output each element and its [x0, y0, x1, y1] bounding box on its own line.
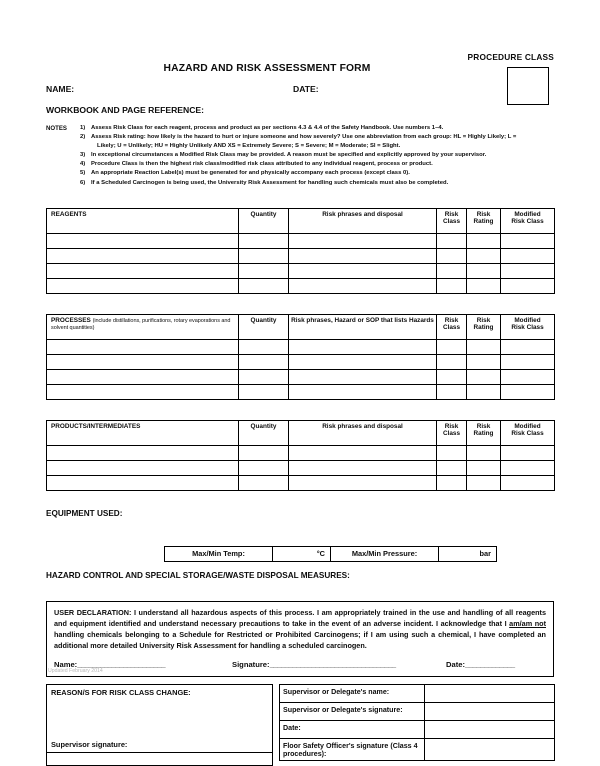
cell-modified-risk-class[interactable] — [501, 384, 555, 399]
col-header-processes-text: PROCESSES — [51, 316, 91, 324]
col-header-risk-class — [437, 314, 467, 339]
cell-risk-phrases[interactable] — [289, 233, 437, 248]
cell-risk-phrases[interactable] — [289, 248, 437, 263]
note-item — [80, 133, 554, 151]
col-header-risk-rating — [467, 208, 501, 233]
cell-risk-phrases[interactable] — [289, 475, 437, 490]
cell-risk-rating[interactable] — [467, 263, 501, 278]
col-header-risk-phrases: Risk phrases, Hazard or SOP that lists Hazards — [289, 314, 437, 339]
hazard-control-label: HAZARD CONTROL AND SPECIAL STORAGE/WASTE DISPOSAL MEASURES: — [46, 570, 350, 580]
col-header-reagents — [47, 208, 239, 233]
risk-class-line2: Class — [442, 217, 461, 225]
table-row — [47, 248, 555, 263]
floor-safety-officer-label: Floor Safety Officer's signature (Class 4 procedures): — [280, 739, 425, 761]
supervisor-signature-field-label: Supervisor or Delegate's signature: — [280, 703, 425, 721]
cell-risk-class[interactable] — [437, 475, 467, 490]
cell-product-name[interactable] — [47, 475, 239, 490]
notes-list — [80, 124, 554, 188]
col-header-quantity: Quantity — [239, 420, 289, 445]
procedure-class-label: PROCEDURE CLASS — [467, 52, 554, 62]
col-header-risk-class — [437, 208, 467, 233]
cell-risk-phrases[interactable] — [289, 339, 437, 354]
cell-reagent-name[interactable] — [47, 278, 239, 293]
col-header-products — [47, 420, 239, 445]
col-header-processes-subtext: (include distillations, purifications, rotary evaporations and solvent quantities) — [51, 317, 231, 331]
date-label: DATE: — [293, 84, 319, 94]
declaration-signature-blank: _________________________________ — [269, 660, 396, 670]
cell-risk-rating[interactable] — [467, 384, 501, 399]
col-header-processes — [47, 314, 239, 339]
note-number: 5) — [80, 170, 86, 177]
table-row — [47, 475, 555, 490]
note-number: 2) — [80, 134, 86, 141]
cell-process-name[interactable] — [47, 369, 239, 384]
note-text: In exceptional circumstances a Modified Risk Class may be provided. A reason must be specified and explicitly approved by your supervisor. — [91, 152, 487, 159]
conditions-row — [46, 546, 554, 562]
cell-modified-risk-class[interactable] — [501, 233, 555, 248]
col-header-quantity: Quantity — [239, 314, 289, 339]
cell-quantity[interactable] — [239, 460, 289, 475]
user-declaration-part1: I understand all hazardous aspects of this process. I am appropriately trained in the use and handling of all reagents and equipment identified and understand necessary precautions to take in the event of an adverse incident. I acknowledge that I — [54, 607, 546, 628]
cell-risk-class[interactable] — [437, 233, 467, 248]
col-header-quantity: Quantity — [239, 208, 289, 233]
note-item — [80, 124, 554, 133]
reagents-table — [46, 208, 555, 294]
user-declaration-text — [54, 607, 546, 652]
modified-risk-line1: Modified — [514, 210, 541, 218]
cell-risk-class[interactable] — [437, 354, 467, 369]
declaration-signature-field[interactable] — [232, 660, 396, 669]
max-min-pressure-label: Max/Min Pressure: — [331, 546, 439, 561]
processes-table-body — [47, 339, 555, 399]
col-header-risk-rating — [467, 314, 501, 339]
table-row — [47, 233, 555, 248]
declaration-date-blank: _____________ — [465, 660, 515, 670]
cell-modified-risk-class[interactable] — [501, 248, 555, 263]
footer-updated-text: Updated February 2014 — [48, 668, 103, 674]
cell-reagent-name[interactable] — [47, 248, 239, 263]
supervisor-fields-table — [279, 684, 555, 761]
floor-safety-officer-value[interactable] — [425, 739, 555, 761]
cell-risk-class[interactable] — [437, 460, 467, 475]
cell-risk-phrases[interactable] — [289, 278, 437, 293]
modified-risk-line2: Risk Class — [511, 217, 544, 225]
cell-modified-risk-class[interactable] — [501, 369, 555, 384]
table-row — [47, 263, 555, 278]
declaration-name-label: Name: — [54, 660, 78, 670]
declaration-date-label: Date: — [446, 660, 465, 670]
note-text: An appropriate Reaction Label(s) must be generated for and physically accompany each process (except class 0). — [91, 170, 410, 177]
cell-risk-rating[interactable] — [467, 278, 501, 293]
risk-rating-line1: Risk — [476, 422, 491, 430]
user-declaration-heading: USER DECLARATION: — [54, 607, 132, 617]
cell-quantity[interactable] — [239, 248, 289, 263]
spacer — [46, 188, 554, 208]
cell-risk-rating[interactable] — [467, 460, 501, 475]
table-row — [47, 445, 555, 460]
products-table-body — [47, 445, 555, 490]
risk-rating-line2: Rating — [473, 429, 494, 437]
cell-modified-risk-class[interactable] — [501, 460, 555, 475]
form-sheet — [46, 40, 554, 766]
cell-process-name[interactable] — [47, 339, 239, 354]
cell-reagent-name[interactable] — [47, 233, 239, 248]
reason-for-risk-class-change-box[interactable] — [46, 684, 273, 766]
note-text-continued: Likely; U = Unlikely; HU = Highly Unlikely AND XS = Extremely Severe; S = Severe; M = Moderate; Sl = Slight. — [97, 143, 401, 150]
col-header-modified-risk-class — [501, 314, 555, 339]
cell-risk-class[interactable] — [437, 278, 467, 293]
note-text: Assess Risk Class for each reagent, process and product as per sections 4.3 & 4.4 of the Safety Handbook. Use numbers 1–4. — [91, 125, 444, 131]
col-header-modified-risk-class — [501, 208, 555, 233]
cell-quantity[interactable] — [239, 445, 289, 460]
note-number: 4) — [80, 161, 86, 168]
cell-risk-rating[interactable] — [467, 248, 501, 263]
user-declaration-box — [46, 601, 554, 678]
cell-quantity[interactable] — [239, 354, 289, 369]
cell-product-name[interactable] — [47, 460, 239, 475]
cell-risk-phrases[interactable] — [289, 263, 437, 278]
cell-risk-rating[interactable] — [467, 339, 501, 354]
conditions-table — [164, 546, 497, 562]
note-number: 1) — [80, 125, 86, 131]
note-text: If a Scheduled Carcinogen is being used, the University Risk Assessment for handling such chemicals must also be completed. — [91, 179, 449, 186]
spacer — [46, 400, 554, 420]
note-number: 6) — [80, 179, 86, 186]
declaration-name-blank: _______________________ — [77, 660, 166, 670]
supervisor-signature-label: Supervisor signature: — [51, 740, 128, 750]
max-min-temp-unit[interactable]: °C — [273, 546, 331, 561]
cell-risk-phrases[interactable] — [289, 460, 437, 475]
cell-process-name[interactable] — [47, 354, 239, 369]
table-header-row — [47, 420, 555, 445]
notes-section — [46, 124, 554, 188]
page-title: HAZARD AND RISK ASSESSMENT FORM — [163, 63, 371, 74]
modified-risk-line1: Modified — [514, 422, 541, 430]
col-header-risk-phrases: Risk phrases and disposal — [289, 420, 437, 445]
table-row — [47, 354, 555, 369]
cell-quantity[interactable] — [239, 278, 289, 293]
table-row — [47, 339, 555, 354]
modified-risk-line1: Modified — [514, 316, 541, 324]
supervisor-date-label: Date: — [280, 721, 425, 739]
declaration-signature-label: Signature: — [232, 660, 270, 670]
risk-class-line2: Class — [442, 429, 461, 437]
cell-quantity[interactable] — [239, 339, 289, 354]
table-row — [47, 460, 555, 475]
cell-risk-class[interactable] — [437, 445, 467, 460]
cell-risk-phrases[interactable] — [289, 354, 437, 369]
cell-risk-rating[interactable] — [467, 354, 501, 369]
cell-quantity[interactable] — [239, 263, 289, 278]
cell-modified-risk-class[interactable] — [501, 445, 555, 460]
note-number: 3) — [80, 152, 86, 159]
cell-modified-risk-class[interactable] — [501, 354, 555, 369]
cell-risk-class[interactable] — [437, 369, 467, 384]
cell-risk-rating[interactable] — [467, 369, 501, 384]
workbook-reference-label: WORKBOOK AND PAGE REFERENCE: — [46, 105, 205, 115]
supervisor-signature-value[interactable] — [425, 703, 555, 721]
cell-risk-class[interactable] — [437, 263, 467, 278]
note-item — [80, 169, 554, 178]
col-header-reagents-text: REAGENTS — [51, 210, 87, 218]
supervisor-name-label: Supervisor or Delegate's name: — [280, 685, 425, 703]
table-header-row — [47, 208, 555, 233]
col-header-risk-phrases: Risk phrases and disposal — [289, 208, 437, 233]
note-item — [80, 160, 554, 169]
declaration-date-field[interactable] — [446, 660, 515, 669]
table-row — [280, 739, 555, 761]
modified-risk-line2: Risk Class — [511, 429, 544, 437]
note-text: Procedure Class is then the highest risk class/modified risk class attributed to any individual reagent, process or product. — [91, 161, 433, 168]
risk-class-line2: Class — [442, 323, 461, 331]
col-header-modified-risk-class — [501, 420, 555, 445]
cell-risk-phrases[interactable] — [289, 369, 437, 384]
risk-class-line1: Risk — [444, 210, 459, 218]
name-label: NAME: — [46, 84, 75, 94]
col-header-risk-rating — [467, 420, 501, 445]
table-row — [47, 278, 555, 293]
divider — [47, 752, 272, 753]
table-row — [165, 546, 497, 561]
cell-risk-rating[interactable] — [467, 233, 501, 248]
col-header-products-text: PRODUCTS/INTERMEDIATES — [51, 422, 141, 430]
name-date-row — [46, 84, 554, 96]
spacer — [46, 294, 554, 314]
risk-rating-line2: Rating — [473, 323, 494, 331]
col-header-risk-class — [437, 420, 467, 445]
cell-modified-risk-class[interactable] — [501, 339, 555, 354]
risk-rating-line1: Risk — [476, 316, 491, 324]
products-table — [46, 420, 555, 491]
supervisor-name-value[interactable] — [425, 685, 555, 703]
table-row — [280, 685, 555, 703]
cell-quantity[interactable] — [239, 475, 289, 490]
cell-modified-risk-class[interactable] — [501, 263, 555, 278]
max-min-pressure-unit[interactable]: bar — [439, 546, 497, 561]
note-item — [80, 179, 554, 188]
cell-risk-rating[interactable] — [467, 475, 501, 490]
user-declaration-part2: handling chemicals belonging to a Schedule for Restricted or Prohibited Carcinogens; if I am using such a chemical, I have completed an additional more detailed University Risk Assessment for handling a scheduled carcinogen. — [54, 630, 546, 651]
table-row — [47, 369, 555, 384]
cell-quantity[interactable] — [239, 384, 289, 399]
risk-rating-line2: Rating — [473, 217, 494, 225]
processes-table — [46, 314, 555, 400]
cell-reagent-name[interactable] — [47, 263, 239, 278]
risk-rating-line1: Risk — [476, 210, 491, 218]
cell-modified-risk-class[interactable] — [501, 475, 555, 490]
table-row — [280, 703, 555, 721]
max-min-temp-label: Max/Min Temp: — [165, 546, 273, 561]
declaration-signature-row — [54, 660, 546, 672]
cell-modified-risk-class[interactable] — [501, 278, 555, 293]
equipment-used-label: EQUIPMENT USED: — [46, 508, 123, 518]
cell-risk-phrases[interactable] — [289, 384, 437, 399]
cell-risk-phrases[interactable] — [289, 445, 437, 460]
cell-risk-class[interactable] — [437, 384, 467, 399]
note-text: Assess Risk rating: how likely is the hazard to hurt or injure someone and how severely? Use one abbreviation from each group: HL = Highly Likely; L = — [91, 134, 517, 141]
note-item — [80, 151, 554, 160]
notes-label: NOTES — [46, 125, 67, 132]
modified-risk-line2: Risk Class — [511, 323, 544, 331]
cell-risk-rating[interactable] — [467, 445, 501, 460]
risk-class-change-section — [46, 684, 554, 766]
table-header-row — [47, 314, 555, 339]
cell-risk-class[interactable] — [437, 248, 467, 263]
risk-class-line1: Risk — [444, 422, 459, 430]
am-am-not-underlined: am/am not — [509, 618, 546, 628]
cell-quantity[interactable] — [239, 369, 289, 384]
cell-risk-class[interactable] — [437, 339, 467, 354]
reason-for-risk-class-change-title: REASON/S FOR RISK CLASS CHANGE: — [51, 688, 191, 698]
table-row — [47, 384, 555, 399]
reagents-table-body — [47, 233, 555, 293]
cell-product-name[interactable] — [47, 445, 239, 460]
cell-quantity[interactable] — [239, 233, 289, 248]
risk-class-line1: Risk — [444, 316, 459, 324]
cell-process-name[interactable] — [47, 384, 239, 399]
